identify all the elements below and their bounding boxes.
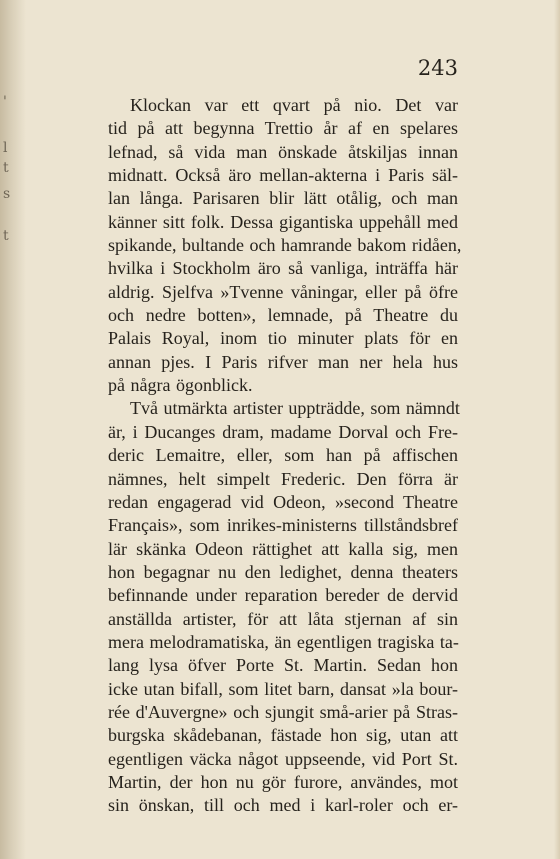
text-line: lang lysa öfver Porte St. Martin. Sedan hon: [108, 655, 458, 676]
text-line: känner sitt folk. Dessa gigantiska uppehåll med: [108, 211, 458, 232]
page-edge: [554, 0, 560, 859]
text-line: Martin, der hon nu gör furore, användes, mot: [108, 771, 458, 792]
text-line: deric Lemaitre, eller, som han på affischen: [108, 445, 458, 466]
text-line: och nedre botten», lemnade, på Theatre du: [108, 305, 458, 326]
text-line: redan engagerad vid Odeon, »second Theatre: [108, 491, 458, 512]
text-line: spikande, bultande och hamrande bakom ridåen,: [108, 235, 462, 256]
facing-page-bleed: ' l t s t: [3, 94, 11, 244]
text-line: på några ögonblick.: [108, 375, 253, 396]
text-line: tid på att begynna Trettio år af en spelares: [108, 118, 458, 139]
text-line: burgska skådebanan, fästade hon sig, utan att: [108, 725, 458, 746]
text-line: anställda artister, för att låta stjernan af sin: [108, 608, 458, 629]
text-line: sin önskan, till och med i karl-roler och er-: [108, 795, 458, 816]
text-line: Palais Royal, inom tio minuter plats för en: [108, 328, 458, 349]
text-line: lefnad, så vida man önskade åtskiljas innan: [108, 141, 458, 162]
text-line: midnatt. Också äro mellan-akterna i Paris säl-: [108, 165, 458, 186]
text-line: icke utan bifall, som litet barn, dansat »la bour-: [108, 678, 458, 699]
text-line: Klockan var ett qvart på nio. Det var: [130, 95, 458, 115]
text-line: hon begagnar nu den ledighet, denna theaters: [108, 561, 458, 582]
text-line: befinnande under reparation bereder de dervid: [108, 585, 458, 606]
text-line: nämnes, helt simpelt Frederic. Den förra är: [108, 468, 458, 489]
body-text: [108, 94, 462, 818]
text-line: mera melodramatiska, än egentligen tragiska ta-: [108, 631, 459, 652]
text-line: egentligen väcka något uppseende, vid Port St.: [108, 748, 458, 769]
page-number: 243: [417, 56, 458, 80]
text-line: lär skänka Odeon rättighet att kalla sig, men: [108, 538, 458, 559]
text-line: lan långa. Parisaren blir lätt otålig, och man: [108, 188, 458, 209]
text-line: Français», som inrikes-ministerns tillståndsbref: [108, 515, 458, 536]
text-line: hvilka i Stockholm äro så vanliga, inträffa här: [108, 258, 458, 279]
text-line: är, i Ducanges dram, madame Dorval och Fre-: [108, 421, 458, 442]
text-line: rée d'Auvergne» och sjungit små-arier på Stras-: [108, 701, 458, 722]
text-line: aldrig. Sjelfva »Tvenne våningar, eller på öfre: [108, 281, 458, 302]
text-line: annan pjes. I Paris rifver man ner hela hus: [108, 351, 458, 372]
text-line: Två utmärkta artister uppträdde, som nämndt: [130, 398, 460, 419]
